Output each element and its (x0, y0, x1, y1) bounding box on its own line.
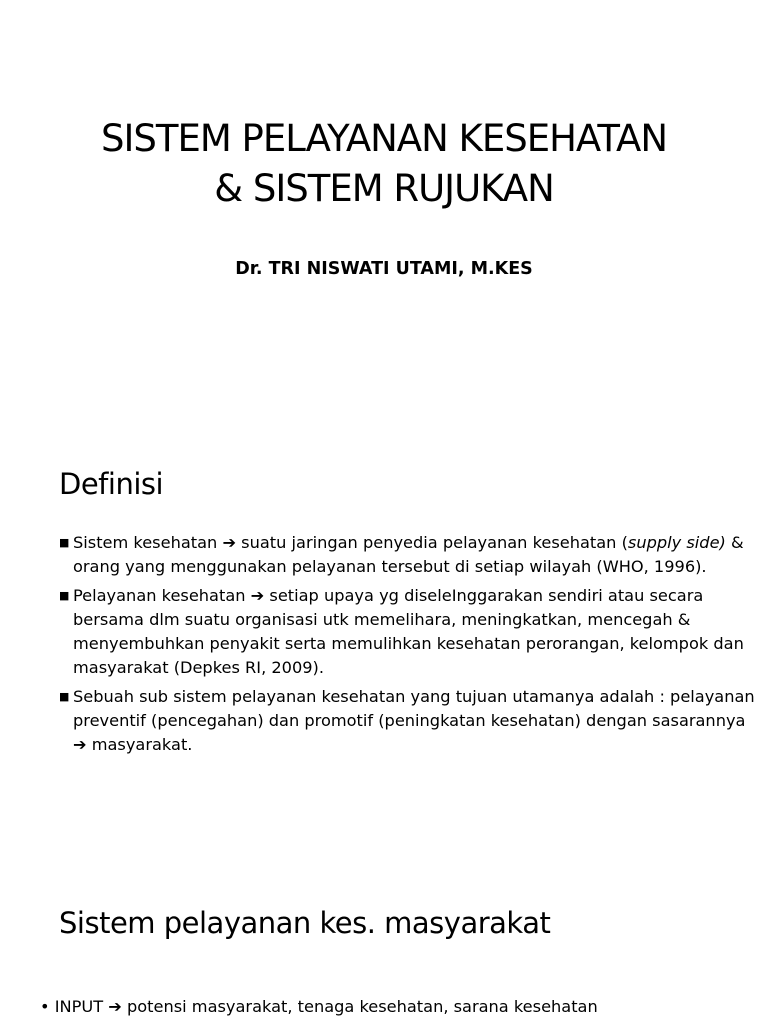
list-item (59, 584, 759, 680)
bullet-text: setiap upaya yg diseleInggarakan sendiri atau secara bersama dlm suatu organisasi utk memelihara, meningkatkan, mencegah & menyembuhkan penyakit serta memulihkan kesehatan perorangan, kelompok dan masyarakat (Depkes RI, 2009). (73, 586, 744, 677)
right-arrow-icon: ➔ (73, 735, 87, 754)
bullet-text: suatu jaringan penyedia pelayanan kesehatan ( (241, 533, 628, 552)
right-arrow-icon: ➔ (108, 997, 122, 1016)
title-line-1: SISTEM PELAYANAN KESEHATAN (100, 117, 668, 160)
right-arrow-icon: ➔ (250, 586, 265, 605)
title-line-2: & SISTEM RUJUKAN (214, 167, 554, 210)
right-arrow-icon: ➔ (222, 533, 237, 552)
input-label: INPUT (54, 997, 104, 1016)
bullet-text: masyarakat. (91, 735, 193, 754)
bullet-text: Pelayanan kesehatan (73, 586, 246, 605)
round-bullet-icon: • (40, 997, 50, 1016)
list-item (59, 685, 759, 757)
slide-heading: Sistem pelayanan kes. masyarakat (59, 906, 551, 940)
bullet-italic-text: supply side) (627, 533, 726, 552)
definisi-slide (0, 440, 768, 880)
square-bullet-icon: ■ (59, 690, 70, 703)
bullet-text: Sistem kesehatan (73, 533, 218, 552)
input-text: potensi masyarakat, tenaga kesehatan, sarana kesehatan (121, 997, 598, 1016)
masyarakat-slide (0, 880, 768, 1024)
bullet-text: & orang yang menggunakan pelayanan tersebut di setiap wilayah (WHO, 1996). (73, 533, 744, 576)
title-slide (0, 0, 768, 440)
presentation-title (0, 114, 768, 214)
square-bullet-icon: ■ (59, 536, 70, 549)
list-item (59, 531, 759, 579)
definition-list (59, 531, 759, 762)
square-bullet-icon: ■ (59, 589, 70, 602)
input-line (40, 995, 598, 1019)
author-name: Dr. TRI NISWATI UTAMI, M.KES (235, 259, 533, 279)
slide-heading: Definisi (59, 467, 164, 501)
bullet-text: Sebuah sub sistem pelayanan kesehatan yang tujuan utamanya adalah : pelayanan preventif (pencegahan) dan promotif (peningkatan kesehatan) dengan sasarannya (73, 687, 755, 730)
